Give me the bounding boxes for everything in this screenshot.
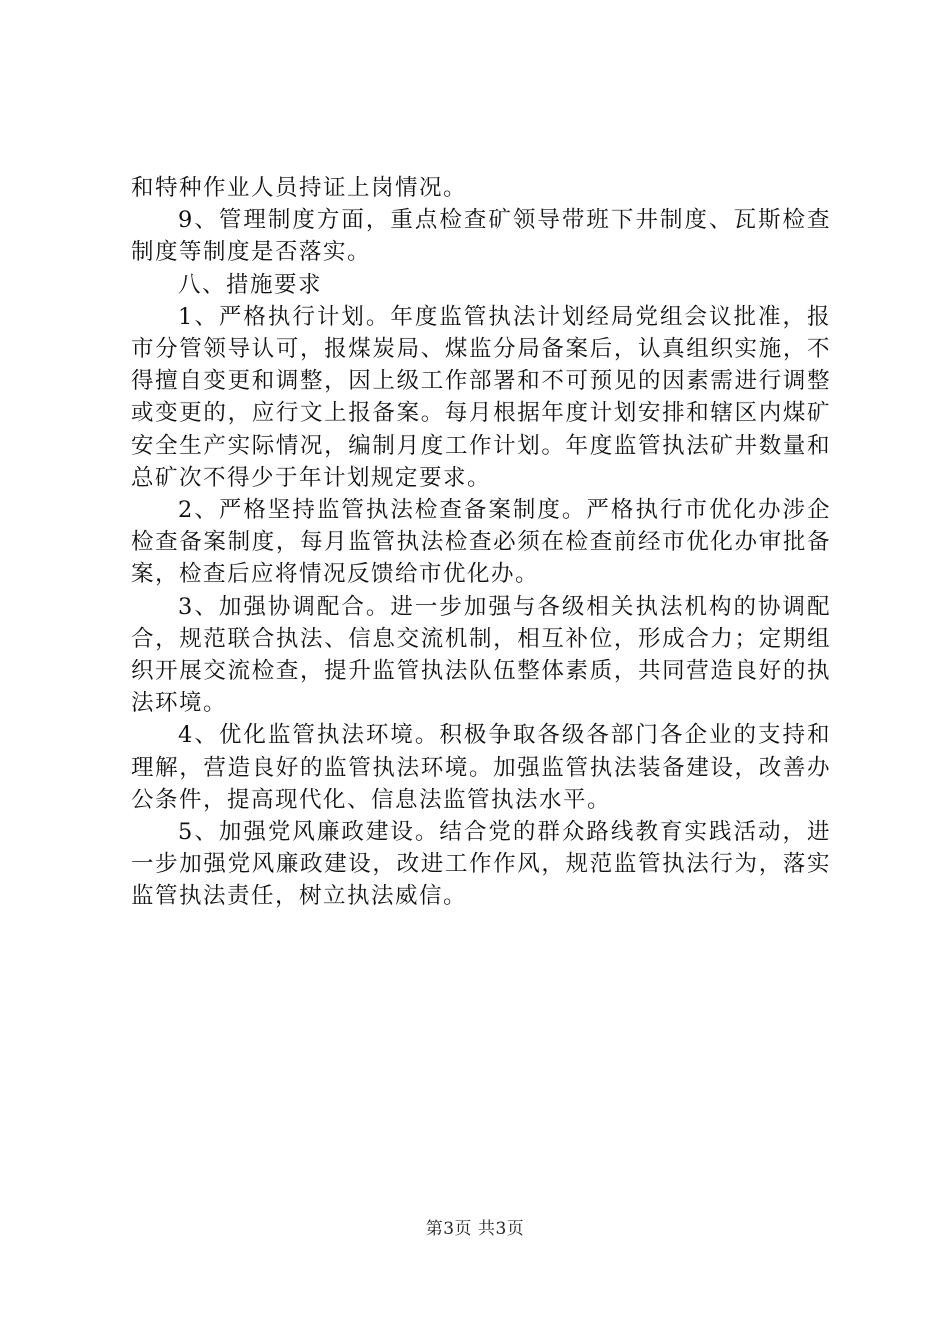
paragraph-item-1: 1、严格执行计划。年度监管执法计划经局党组会议批准，报市分管领导认可，报煤炭局、煤监分局备案后，认真组织实施，不得擅自变更和调整，因上级工作部署和不可预见的因素需进行调整或变更的，应行文上报备案。每月根据年度计划安排和辖区内煤矿安全生产实际情况，编制月度工作计划。年度监管执法矿井数量和总矿次不得少于年计划规定要求。 xyxy=(131,303,831,491)
page-number-footer: 第3页 共3页 xyxy=(425,1219,525,1239)
paragraph-continuation: 和特种作业人员持证上岗情况。 xyxy=(131,175,468,201)
paragraph-item-5: 5、加强党风廉政建设。结合党的群众路线教育实践活动，进一步加强党风廉政建设，改进工作作风，规范监管执法行为，落实监管执法责任，树立执法威信。 xyxy=(131,819,831,910)
document-body xyxy=(131,172,831,913)
paragraph-item-2: 2、严格坚持监管执法检查备案制度。严格执行市优化办涉企检查备案制度，每月监管执法检查必须在检查前经市优化办审批备案，检查后应将情况反馈给市优化办。 xyxy=(131,497,831,588)
paragraph-item-4: 4、优化监管执法环境。积极争取各级各部门各企业的支持和理解，营造良好的监管执法环境。加强监管执法装备建设，改善办公条件，提高现代化、信息法监管执法水平。 xyxy=(131,722,831,813)
paragraph-item-3: 3、加强协调配合。进一步加强与各级相关执法机构的协调配合，规范联合执法、信息交流机制，相互补位，形成合力；定期组织开展交流检查，提升监管执法队伍整体素质，共同营造良好的执法环境。 xyxy=(131,593,831,717)
paragraph-item-9: 9、管理制度方面，重点检查矿领导带班下井制度、瓦斯检查制度等制度是否落实。 xyxy=(131,207,831,266)
section-heading-measures: 八、措施要求 xyxy=(178,271,323,298)
